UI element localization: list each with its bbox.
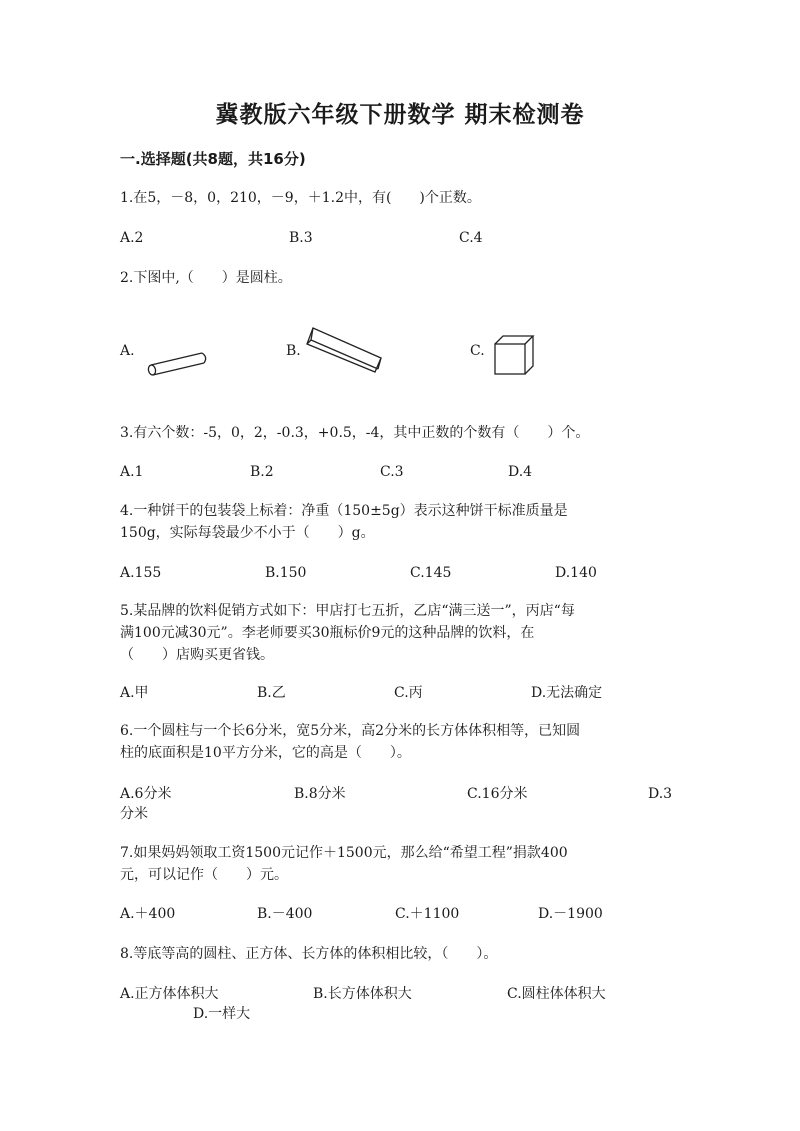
cylinder-icon <box>144 348 210 378</box>
q4-option-c: C.145 <box>410 565 452 581</box>
q5-option-a: A.甲 <box>120 685 149 701</box>
q6-option-d-unit: 分米 <box>120 806 148 822</box>
q3-option-c: C.3 <box>380 464 404 480</box>
question-5-stem <box>120 600 680 666</box>
question-4-line-1: 4.一种饼干的包装袋上标着：净重（150±5g）表示这种饼干标准质量是 <box>120 503 568 519</box>
q6-option-a: A.6分米 <box>120 786 172 802</box>
question-1-stem: 1.在5，－8，0，210，－9，＋1.2中，有( )个正数。 <box>120 190 481 206</box>
q1-option-b: B.3 <box>289 230 313 246</box>
page-title: 冀教版六年级下册数学 期末检测卷 <box>215 102 585 128</box>
q8-option-c: C.圆柱体体积大 <box>507 986 606 1002</box>
q8-option-d: D.一样大 <box>193 1006 251 1022</box>
question-2-stem: 2.下图中,（ ）是圆柱。 <box>120 270 292 286</box>
question-4-stem <box>120 500 680 544</box>
q4-option-a: A.155 <box>120 565 162 581</box>
q5-option-c: C.丙 <box>394 685 423 701</box>
q7-option-c: C.＋1100 <box>395 906 460 922</box>
question-7-stem <box>120 842 680 886</box>
q8-option-b: B.长方体体积大 <box>313 986 412 1002</box>
q7-option-a: A.＋400 <box>120 906 176 922</box>
question-6-line-2: 柱的底面积是10平方分米，它的高是（ ）。 <box>120 745 411 761</box>
q5-option-d: D.无法确定 <box>531 685 603 701</box>
q4-option-d: D.140 <box>555 565 597 581</box>
q3-option-a: A.1 <box>120 464 144 480</box>
q3-option-b: B.2 <box>250 464 274 480</box>
q7-option-d: D.－1900 <box>538 906 603 922</box>
question-5-line-1: 5.某品牌的饮料促销方式如下：甲店打七五折，乙店“满三送一”，丙店“每 <box>120 603 575 619</box>
section-heading: 一.选择题(共8题，共16分) <box>120 150 306 168</box>
question-8-stem: 8.等底等高的圆柱、正方体、长方体的体积相比较，（ ）。 <box>120 946 498 962</box>
q5-option-b: B.乙 <box>257 685 286 701</box>
q1-option-a: A.2 <box>120 230 144 246</box>
q3-option-d: D.4 <box>508 464 533 480</box>
question-5-line-3: （ ）店购买更省钱。 <box>120 647 274 663</box>
triangular-prism-icon <box>305 326 385 374</box>
q7-option-b: B.－400 <box>257 906 313 922</box>
q2-option-b: B. <box>286 343 301 359</box>
q4-option-b: B.150 <box>265 565 307 581</box>
question-6-stem <box>120 720 680 764</box>
q6-option-d: D.3 <box>648 786 673 802</box>
q6-option-b: B.8分米 <box>294 786 346 802</box>
question-4-line-2: 150g，实际每袋最少不小于（ ）g。 <box>120 525 375 541</box>
question-7-line-1: 7.如果妈妈领取工资1500元记作＋1500元，那么给“希望工程”捐款400 <box>120 845 568 861</box>
question-5-line-2: 满100元减30元”。李老师要买30瓶标价9元的这种品牌的饮料，在 <box>120 625 535 641</box>
cube-icon <box>493 334 535 376</box>
q1-option-c: C.4 <box>459 230 483 246</box>
q6-option-c: C.16分米 <box>467 786 528 802</box>
q2-option-c: C. <box>470 343 485 359</box>
question-6-line-1: 6.一个圆柱与一个长6分米，宽5分米，高2分米的长方体体积相等，已知圆 <box>120 723 581 739</box>
question-7-line-2: 元，可以记作（ ）元。 <box>120 867 288 883</box>
q8-option-a: A.正方体体积大 <box>120 986 219 1002</box>
q2-option-a: A. <box>120 343 135 359</box>
question-3-stem: 3.有六个数：-5，0，2，-0.3，+0.5，-4，其中正数的个数有（ ）个。 <box>120 425 590 441</box>
